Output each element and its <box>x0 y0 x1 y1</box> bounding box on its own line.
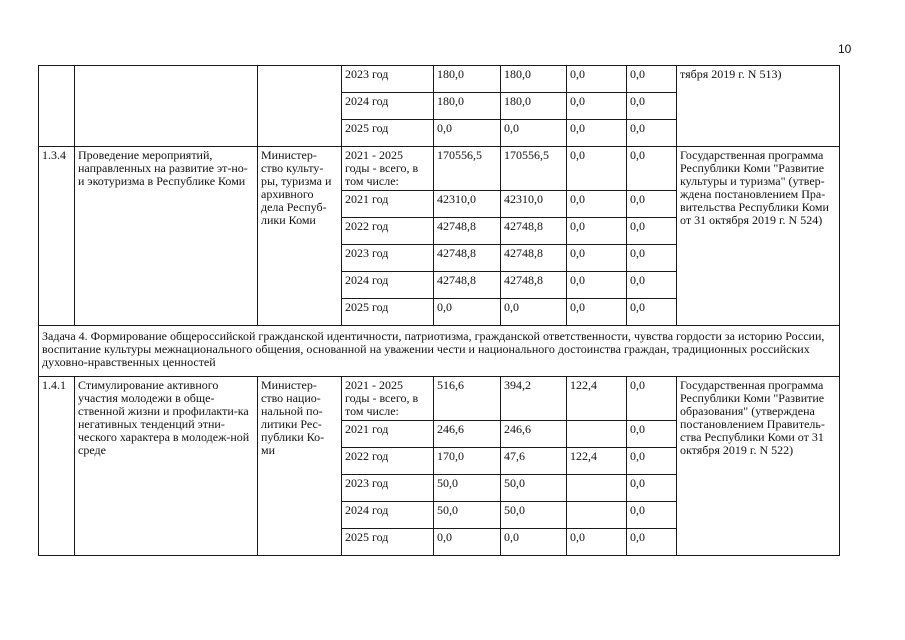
total-cell: 42310,0 <box>434 191 501 218</box>
total-cell: 42748,8 <box>434 245 501 272</box>
source-cell: тября 2019 г. N 513) <box>677 66 840 147</box>
funding-cell: 0,0 <box>627 272 677 299</box>
funding-cell: 0,0 <box>627 299 677 326</box>
funding-cell: 0,0 <box>567 272 627 299</box>
source-cell: Государственная программа Республики Коми "Развитие образования" (утверждена постановлением Правитель-ства Республики Коми от 31 октября 2019 г. N 522) <box>677 377 840 556</box>
total-cell: 246,6 <box>434 421 501 448</box>
item-number <box>39 66 75 147</box>
funding-cell: 42310,0 <box>501 191 567 218</box>
total-cell: 0,0 <box>434 299 501 326</box>
program-table <box>38 65 840 556</box>
funding-cell <box>567 475 627 502</box>
item-executor: Министер-ство нацио-нальной по-литики Рес-публики Ко-ми <box>258 377 342 556</box>
funding-cell: 42748,8 <box>501 218 567 245</box>
funding-cell: 394,2 <box>501 377 567 421</box>
funding-cell: 0,0 <box>627 377 677 421</box>
period-cell: 2021 год <box>342 421 434 448</box>
item-name <box>75 66 258 147</box>
funding-cell: 0,0 <box>627 529 677 556</box>
funding-cell: 0,0 <box>627 245 677 272</box>
funding-cell: 246,6 <box>501 421 567 448</box>
funding-cell: 0,0 <box>627 66 677 93</box>
period-cell: 2025 год <box>342 299 434 326</box>
funding-cell: 0,0 <box>627 191 677 218</box>
funding-cell: 0,0 <box>567 147 627 191</box>
total-cell: 170,0 <box>434 448 501 475</box>
funding-cell: 0,0 <box>501 120 567 147</box>
total-cell: 180,0 <box>434 66 501 93</box>
table-row <box>39 66 840 93</box>
total-cell: 0,0 <box>434 529 501 556</box>
funding-cell: 0,0 <box>627 93 677 120</box>
period-cell: 2021 - 2025 годы - всего, в том числе: <box>342 147 434 191</box>
period-cell: 2021 - 2025 годы - всего, в том числе: <box>342 377 434 421</box>
total-cell: 50,0 <box>434 502 501 529</box>
funding-cell: 0,0 <box>567 191 627 218</box>
period-cell: 2023 год <box>342 66 434 93</box>
funding-cell: 0,0 <box>627 218 677 245</box>
funding-cell: 0,0 <box>627 502 677 529</box>
funding-cell: 0,0 <box>627 120 677 147</box>
task-heading: Задача 4. Формирование общероссийской гражданской идентичности, патриотизма, гражданской ответственности, чувства гордости за историю России, воспитание культуры межнационального общения, основанной на уважении чести и национального достоинства граждан, традиционных российских духовно-нравственных ценностей <box>39 326 840 377</box>
funding-cell: 0,0 <box>627 448 677 475</box>
funding-cell: 0,0 <box>627 421 677 448</box>
period-cell: 2021 год <box>342 191 434 218</box>
funding-cell: 47,6 <box>501 448 567 475</box>
funding-cell: 50,0 <box>501 502 567 529</box>
total-cell: 0,0 <box>434 120 501 147</box>
funding-cell: 42748,8 <box>501 272 567 299</box>
funding-cell: 0,0 <box>567 245 627 272</box>
funding-cell: 180,0 <box>501 93 567 120</box>
funding-cell: 0,0 <box>501 299 567 326</box>
funding-cell: 170556,5 <box>501 147 567 191</box>
total-cell: 516,6 <box>434 377 501 421</box>
funding-cell: 0,0 <box>567 66 627 93</box>
period-cell: 2024 год <box>342 502 434 529</box>
funding-cell: 0,0 <box>567 299 627 326</box>
table-row <box>39 377 840 421</box>
funding-cell: 42748,8 <box>501 245 567 272</box>
period-cell: 2022 год <box>342 218 434 245</box>
period-cell: 2024 год <box>342 272 434 299</box>
period-cell: 2025 год <box>342 529 434 556</box>
funding-cell: 0,0 <box>567 120 627 147</box>
source-cell: Государственная программа Республики Коми "Развитие культуры и туризма" (утвер-ждена постановлением Пра-вительства Республики Коми от 31 октября 2019 г. N 524) <box>677 147 840 326</box>
funding-cell: 50,0 <box>501 475 567 502</box>
total-cell: 42748,8 <box>434 218 501 245</box>
item-number: 1.3.4 <box>39 147 75 326</box>
total-cell: 42748,8 <box>434 272 501 299</box>
funding-cell: 180,0 <box>501 66 567 93</box>
funding-cell: 0,0 <box>627 475 677 502</box>
funding-cell: 0,0 <box>567 529 627 556</box>
funding-cell: 0,0 <box>627 147 677 191</box>
page-number: 10 <box>838 42 852 56</box>
item-name: Стимулирование активного участия молодежи в обще-ственной жизни и профилакти-ка негативных тенденций этни-ческого характера в молодеж-ной среде <box>75 377 258 556</box>
period-cell: 2023 год <box>342 475 434 502</box>
task-row <box>39 326 840 377</box>
funding-cell: 0,0 <box>501 529 567 556</box>
funding-cell: 122,4 <box>567 377 627 421</box>
funding-cell: 0,0 <box>567 93 627 120</box>
funding-cell <box>567 502 627 529</box>
funding-cell: 0,0 <box>567 218 627 245</box>
item-name: Проведение мероприятий, направленных на развитие эт-но- и экотуризма в Республике Коми <box>75 147 258 326</box>
table-row <box>39 147 840 191</box>
period-cell: 2023 год <box>342 245 434 272</box>
item-executor: Министер-ство культу-ры, туризма и архивного дела Респуб-лики Коми <box>258 147 342 326</box>
total-cell: 180,0 <box>434 93 501 120</box>
item-number: 1.4.1 <box>39 377 75 556</box>
total-cell: 170556,5 <box>434 147 501 191</box>
item-executor <box>258 66 342 147</box>
total-cell: 50,0 <box>434 475 501 502</box>
funding-cell: 122,4 <box>567 448 627 475</box>
period-cell: 2025 год <box>342 120 434 147</box>
funding-cell <box>567 421 627 448</box>
period-cell: 2022 год <box>342 448 434 475</box>
period-cell: 2024 год <box>342 93 434 120</box>
